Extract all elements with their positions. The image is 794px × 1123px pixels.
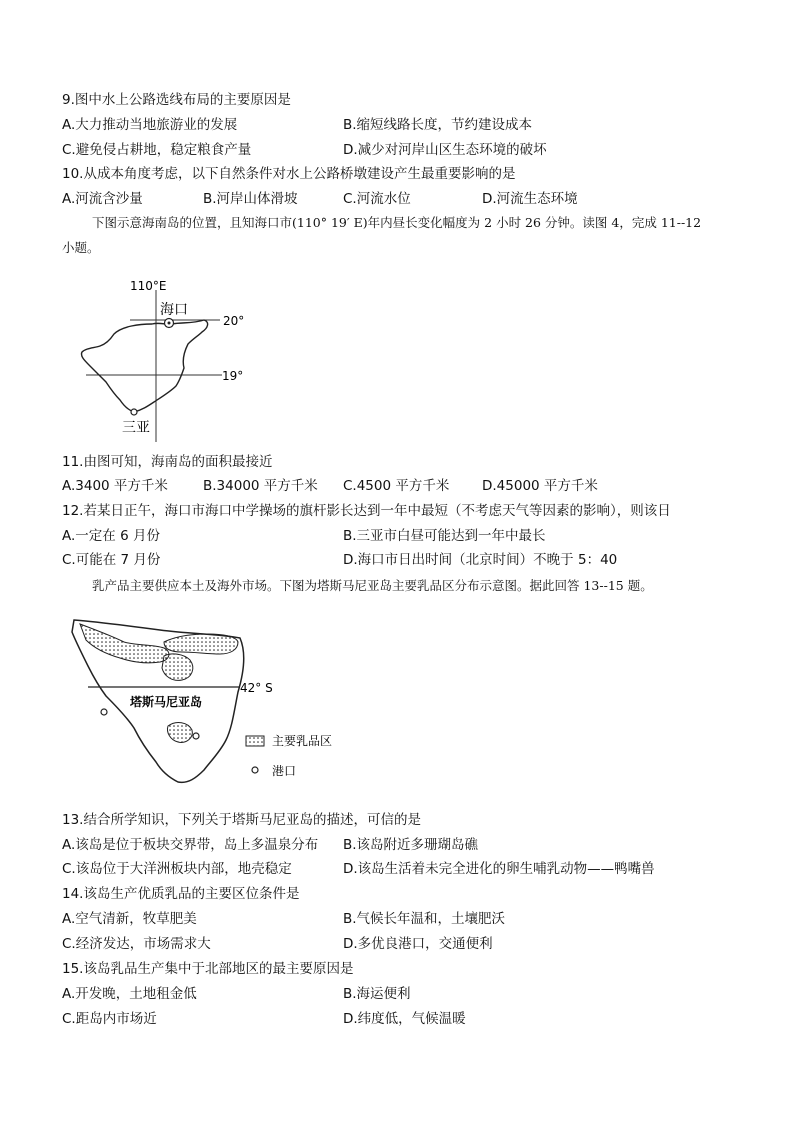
q11-option-a: A.3400 平方千米 — [62, 478, 168, 494]
port-marker — [101, 709, 107, 715]
q15-stem: 15.该岛乳品生产集中于北部地区的最主要原因是 — [62, 961, 354, 977]
q14-option-c: C.经济发达，市场需求大 — [62, 936, 211, 952]
q15-option-d: D.纬度低，气候温暖 — [343, 1011, 466, 1027]
q14-option-a: A.空气清新，牧草肥美 — [62, 911, 197, 927]
q9-option-a: A.大力推动当地旅游业的发展 — [62, 117, 238, 133]
q9-option-d: D.减少对河岸山区生态环境的破坏 — [343, 142, 547, 158]
sanya-marker — [131, 409, 137, 415]
q10-stem: 10.从成本角度考虑，以下自然条件对水上公路桥墩建设产生最重要影响的是 — [62, 166, 516, 182]
hainan-map — [70, 272, 260, 442]
q11-option-d: D.45000 平方千米 — [482, 478, 598, 494]
q15-option-b: B.海运便利 — [343, 986, 411, 1002]
legend-port-label: 港口 — [272, 764, 297, 778]
tasmania-map — [60, 612, 360, 792]
sanya-label: 三亚 — [122, 420, 150, 436]
q13-option-b: B.该岛附近多珊瑚岛礁 — [343, 837, 479, 853]
q12-option-b: B.三亚市白昼可能达到一年中最长 — [343, 528, 546, 544]
q15-option-c: C.距岛内市场近 — [62, 1011, 157, 1027]
q12-option-a: A.一定在 6 月份 — [62, 528, 160, 544]
haikou-label: 海口 — [160, 302, 188, 318]
q14-stem: 14.该岛生产优质乳品的主要区位条件是 — [62, 886, 300, 902]
lon-label: 110°E — [130, 279, 167, 293]
q12-stem: 12.若某日正午，海口市海口中学操场的旗杆影长达到一年中最短（不考虑天气等因素的影响），则该日 — [62, 503, 671, 519]
q13-option-c: C.该岛位于大洋洲板块内部，地壳稳定 — [62, 861, 292, 877]
q9-option-c: C.避免侵占耕地，稳定粮食产量 — [62, 142, 252, 158]
lat-19-label: 19° — [222, 369, 244, 383]
q10-option-c: C.河流水位 — [343, 191, 411, 207]
intro-11-12-line1: 下图示意海南岛的位置，且知海口市(110° 19′ E)年内昼长变化幅度为 2 小时 26 分钟。读图 4，完成 11--12 — [92, 215, 702, 230]
q10-option-a: A.河流含沙量 — [62, 191, 143, 207]
port-marker — [193, 733, 199, 739]
hainan-island-outline — [81, 320, 207, 412]
intro-13-15-line1: 乳产品主要供应本土及海外市场。下图为塔斯马尼亚岛主要乳品区分布示意图。据此回答 13--15 题。 — [92, 578, 653, 593]
legend-port-symbol — [252, 767, 258, 773]
q11-option-c: C.4500 平方千米 — [343, 478, 450, 494]
q13-option-a: A.该岛是位于板块交界带，岛上多温泉分布 — [62, 837, 319, 853]
q9-stem: 9.图中水上公路选线布局的主要原因是 — [62, 92, 291, 108]
q14-option-d: D.多优良港口，交通便利 — [343, 936, 493, 952]
lat-42s-label: 42° S — [240, 681, 273, 695]
legend-dairy-swatch — [246, 736, 264, 746]
q14-option-b: B.气候长年温和，土壤肥沃 — [343, 911, 506, 927]
q10-option-d: D.河流生态环境 — [482, 191, 578, 207]
q12-option-d: D.海口市日出时间（北京时间）不晚于 5：40 — [343, 552, 618, 568]
q15-option-a: A.开发晚，土地租金低 — [62, 986, 197, 1002]
q13-option-d: D.该岛生活着未完全进化的卵生哺乳动物——鸭嘴兽 — [343, 861, 655, 877]
q12-option-c: C.可能在 7 月份 — [62, 552, 161, 568]
dairy-region-central — [162, 654, 193, 680]
q11-option-b: B.34000 平方千米 — [203, 478, 318, 494]
legend-dairy-label: 主要乳品区 — [272, 734, 333, 748]
q9-option-b: B.缩短线路长度，节约建设成本 — [343, 117, 533, 133]
q10-option-b: B.河岸山体滑坡 — [203, 191, 298, 207]
island-label: 塔斯马尼亚岛 — [130, 695, 203, 709]
q13-stem: 13.结合所学知识，下列关于塔斯马尼亚岛的描述，可信的是 — [62, 812, 421, 828]
lat-20-label: 20° — [223, 314, 245, 328]
q11-stem: 11.由图可知，海南岛的面积最接近 — [62, 454, 273, 470]
intro-11-12-line2: 小题。 — [62, 240, 100, 255]
